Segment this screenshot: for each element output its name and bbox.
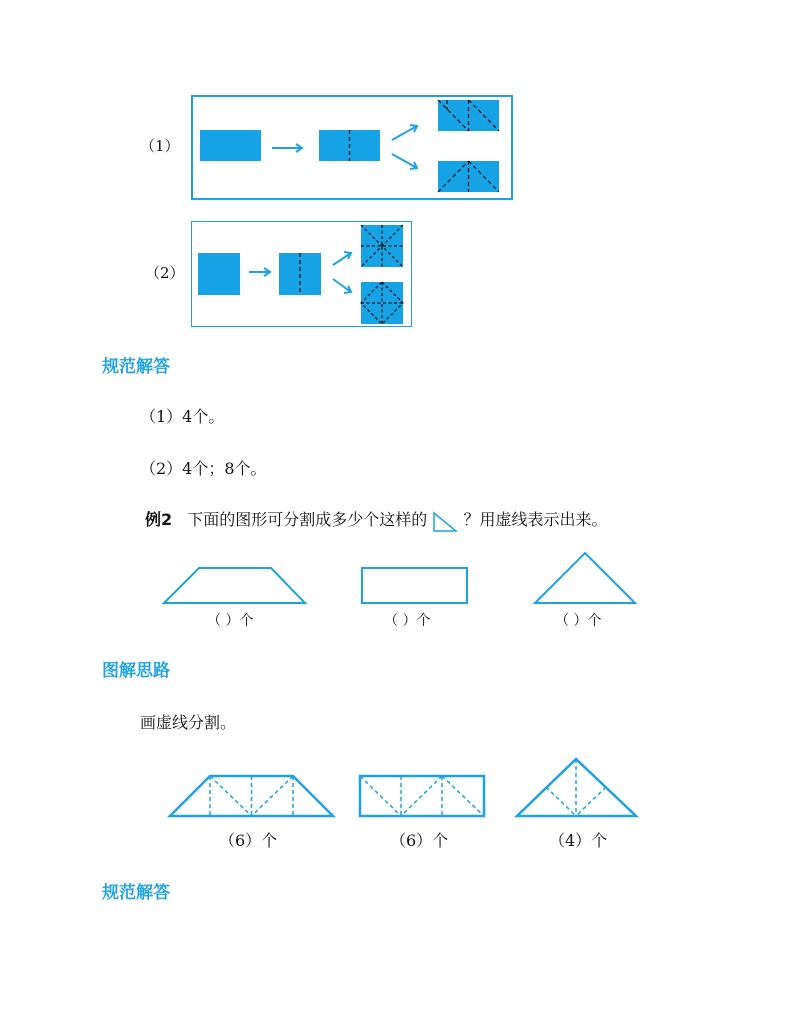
answer-caption-triangle: （4）个 (549, 831, 608, 850)
solution-text: 画虚线分割。 (140, 713, 237, 732)
example2-label: 例2 (145, 510, 173, 529)
section-heading-answer-2: 规范解答 (102, 883, 170, 903)
answer-caption-trapezoid: （6）个 (219, 831, 278, 850)
section-heading-solution-idea: 图解思路 (102, 661, 170, 681)
answer-line-1: （1）4个。 (140, 407, 225, 426)
rectangle-answer (360, 776, 484, 816)
answer-caption-rectangle: （6）个 (390, 831, 449, 850)
trapezoid-answer (170, 776, 333, 816)
answer-line-2: （2）4个；8个。 (140, 459, 267, 478)
question-caption-trapezoid: （ ）个 (207, 613, 254, 629)
figure2-label: （2） (145, 264, 185, 282)
triangle-answer (517, 759, 636, 816)
question-caption-rectangle: （ ）个 (384, 613, 431, 629)
section-heading-answer: 规范解答 (102, 357, 170, 377)
question-caption-triangle: （ ）个 (555, 613, 602, 629)
figure1-label: （1） (140, 137, 180, 155)
example2-text-before: 下面的图形可分割成多少个这样的 (187, 510, 428, 529)
example2-text-after: ？用虚线表示出来。 (463, 510, 608, 529)
